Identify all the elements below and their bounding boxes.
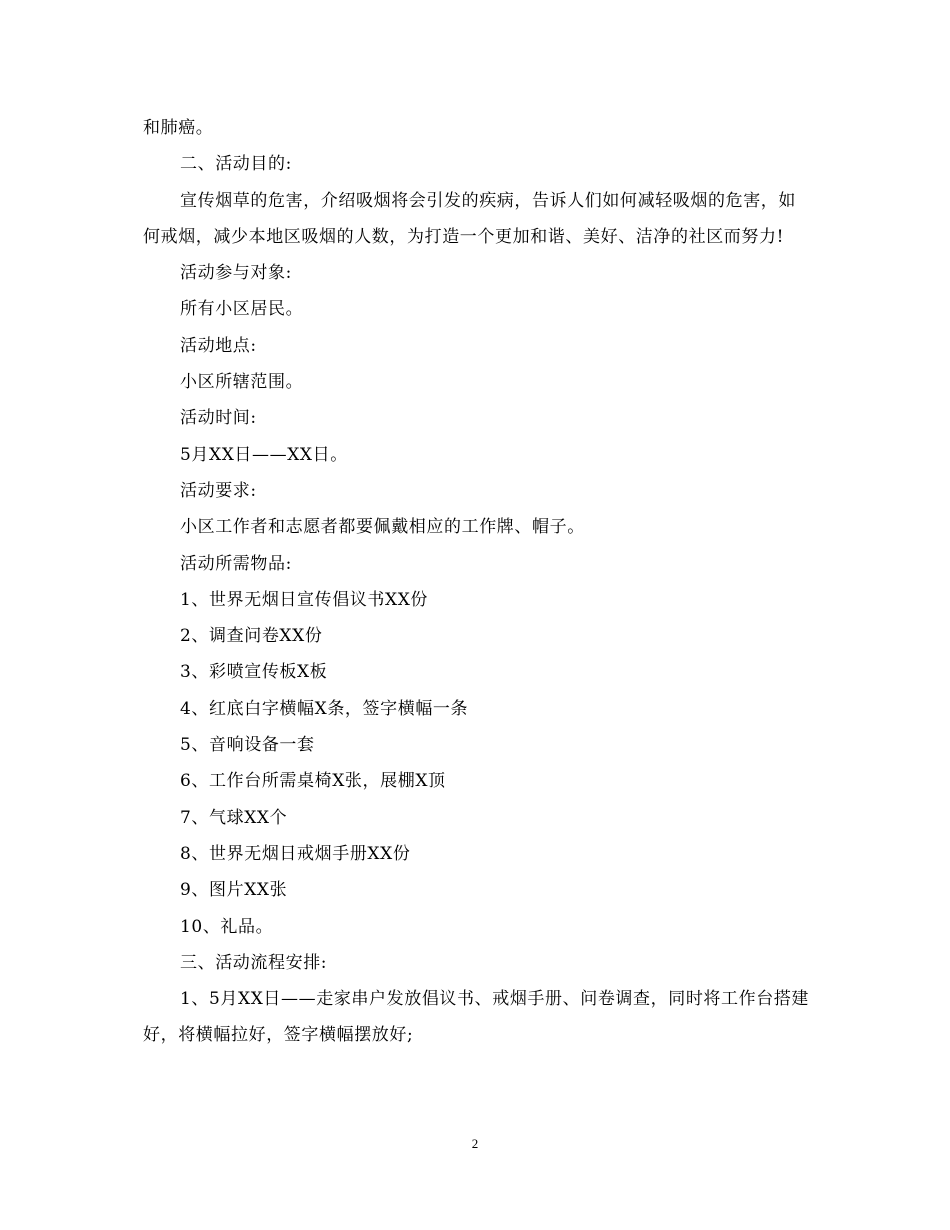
- list-item: 6、工作台所需桌椅X张，展棚X顶: [180, 771, 446, 792]
- paragraph: 小区工作者和志愿者都要佩戴相应的工作牌、帽子。: [180, 517, 585, 538]
- page-body: [143, 110, 813, 1054]
- page-number: 2: [471, 1136, 479, 1151]
- list-item: 9、图片XX张: [180, 880, 288, 901]
- list-item: 8、世界无烟日戒烟手册XX份: [180, 843, 411, 864]
- list-item: 10、礼品。: [180, 916, 274, 937]
- paragraph: 宣传烟草的危害，介绍吸烟将会引发的疾病，告诉人们如何减轻吸烟的危害，如何戒烟，减少本地区吸烟的人数，为打造一个更加和谐、美好、洁净的社区而努力!: [143, 190, 796, 247]
- label-requirements: 活动要求:: [180, 480, 257, 501]
- list-item: 1、世界无烟日宣传倡议书XX份: [180, 589, 429, 610]
- label-materials: 活动所需物品:: [180, 553, 292, 574]
- list-item: 7、气球XX个: [180, 807, 288, 828]
- list-item: 1、5月XX日——走家串户发放倡议书、戒烟手册、问卷调查，同时将工作台搭建好，将横幅拉好，签字横幅摆放好;: [143, 989, 810, 1046]
- label-participants: 活动参与对象:: [180, 263, 292, 284]
- list-item: 5、音响设备一套: [180, 735, 315, 756]
- list-item: 3、彩喷宣传板X板: [180, 662, 328, 683]
- list-item: 4、红底白字横幅X条，签字横幅一条: [180, 698, 469, 719]
- list-item: 2、调查问卷XX份: [180, 626, 323, 647]
- label-location: 活动地点:: [180, 335, 257, 356]
- section-heading-purpose: 二、活动目的:: [180, 154, 292, 175]
- section-heading-schedule: 三、活动流程安排:: [180, 952, 328, 973]
- paragraph: 小区所辖范围。: [180, 372, 304, 393]
- paragraph: 5月XX日——XX日。: [180, 444, 348, 465]
- paragraph: 和肺癌。: [143, 118, 214, 138]
- paragraph: 所有小区居民。: [180, 299, 304, 320]
- label-time: 活动时间:: [180, 408, 257, 429]
